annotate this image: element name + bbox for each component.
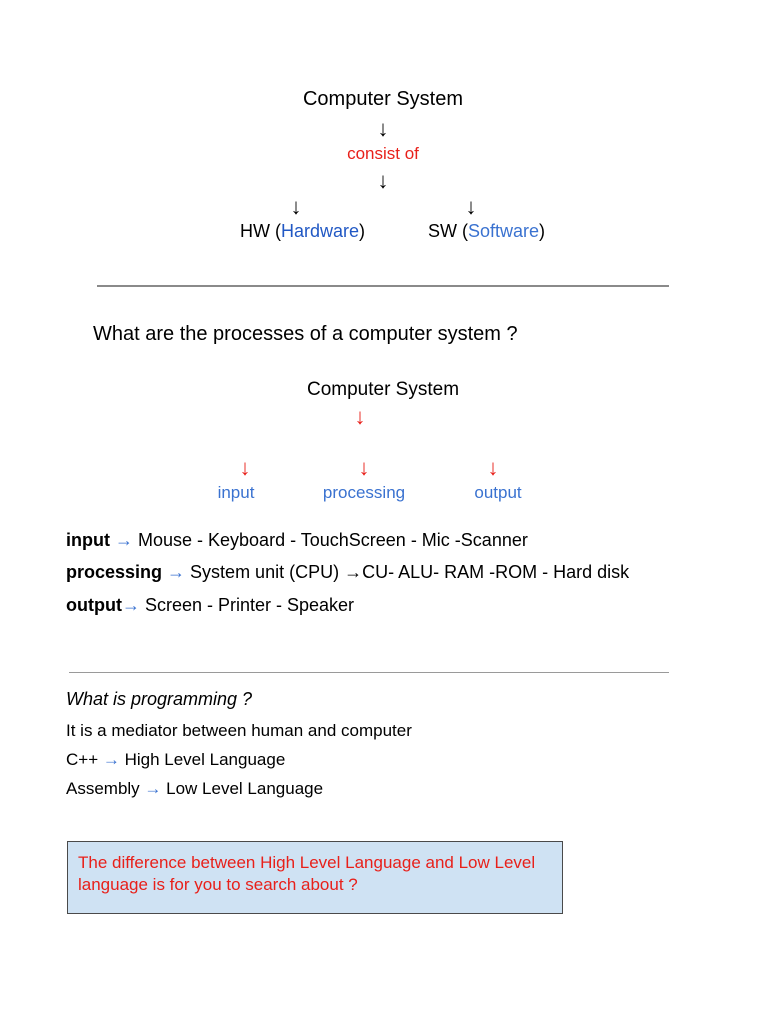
programming-definition: It is a mediator between human and computer [66,721,412,740]
sw-node [428,221,545,242]
right-arrow-icon: → [102,750,120,769]
branch-output: output [474,483,522,502]
down-arrow-icon: ↓ [377,168,389,193]
diagram2-title: Computer System [306,379,460,400]
down-arrow-icon: ↓ [290,194,302,219]
output-label: output [66,595,122,615]
diagram1-title: Computer System [302,88,464,110]
right-arrow-icon: → [121,595,140,615]
callout-box [67,841,563,914]
down-arrow-icon: ↓ [487,455,499,480]
processes-question: What are the processes of a computer system ? [93,323,518,345]
hw-close-paren: ) [359,221,366,241]
right-arrow-icon: → [144,779,162,798]
down-arrow-icon: ↓ [354,404,366,429]
programming-question: What is programming ? [66,689,253,709]
divider [97,285,669,287]
hardware-label: Hardware [280,221,360,241]
right-arrow-icon: → [115,530,133,550]
processing-devices: System unit (CPU) →CU- ALU- RAM -ROM - Hard disk [185,562,630,582]
input-devices: Mouse - Keyboard - TouchScreen - Mic -Scanner [133,530,528,550]
down-arrow-icon: ↓ [239,455,251,480]
branch-processing: processing [322,483,406,502]
software-label: Software [468,221,540,241]
consist-of-label: consist of [347,144,419,163]
input-label: input [66,530,110,550]
assembly-line [66,779,323,799]
sw-close-paren: ) [539,221,546,241]
processing-label: processing [66,562,163,582]
output-devices: Screen - Printer - Speaker [139,595,355,615]
right-arrow-icon: → [167,562,186,582]
processing-line [66,562,629,583]
assembly-value: Low Level Language [161,779,324,798]
sw-prefix: SW ( [428,221,468,241]
branch-input: input [217,483,255,502]
down-arrow-icon: ↓ [465,194,477,219]
output-line [66,595,354,616]
down-arrow-icon: ↓ [358,455,370,480]
hw-prefix: HW ( [240,221,281,241]
down-arrow-icon: ↓ [377,116,389,141]
cpp-value: High Level Language [119,750,286,769]
input-line [66,530,528,551]
assembly-label: Assembly [66,779,145,798]
divider [69,672,669,673]
hw-node [240,221,365,242]
cpp-line [66,750,285,770]
cpp-label: C++ [66,750,103,769]
callout-text: The difference between High Level Language and Low Level language is for you to search about ? [78,853,536,894]
